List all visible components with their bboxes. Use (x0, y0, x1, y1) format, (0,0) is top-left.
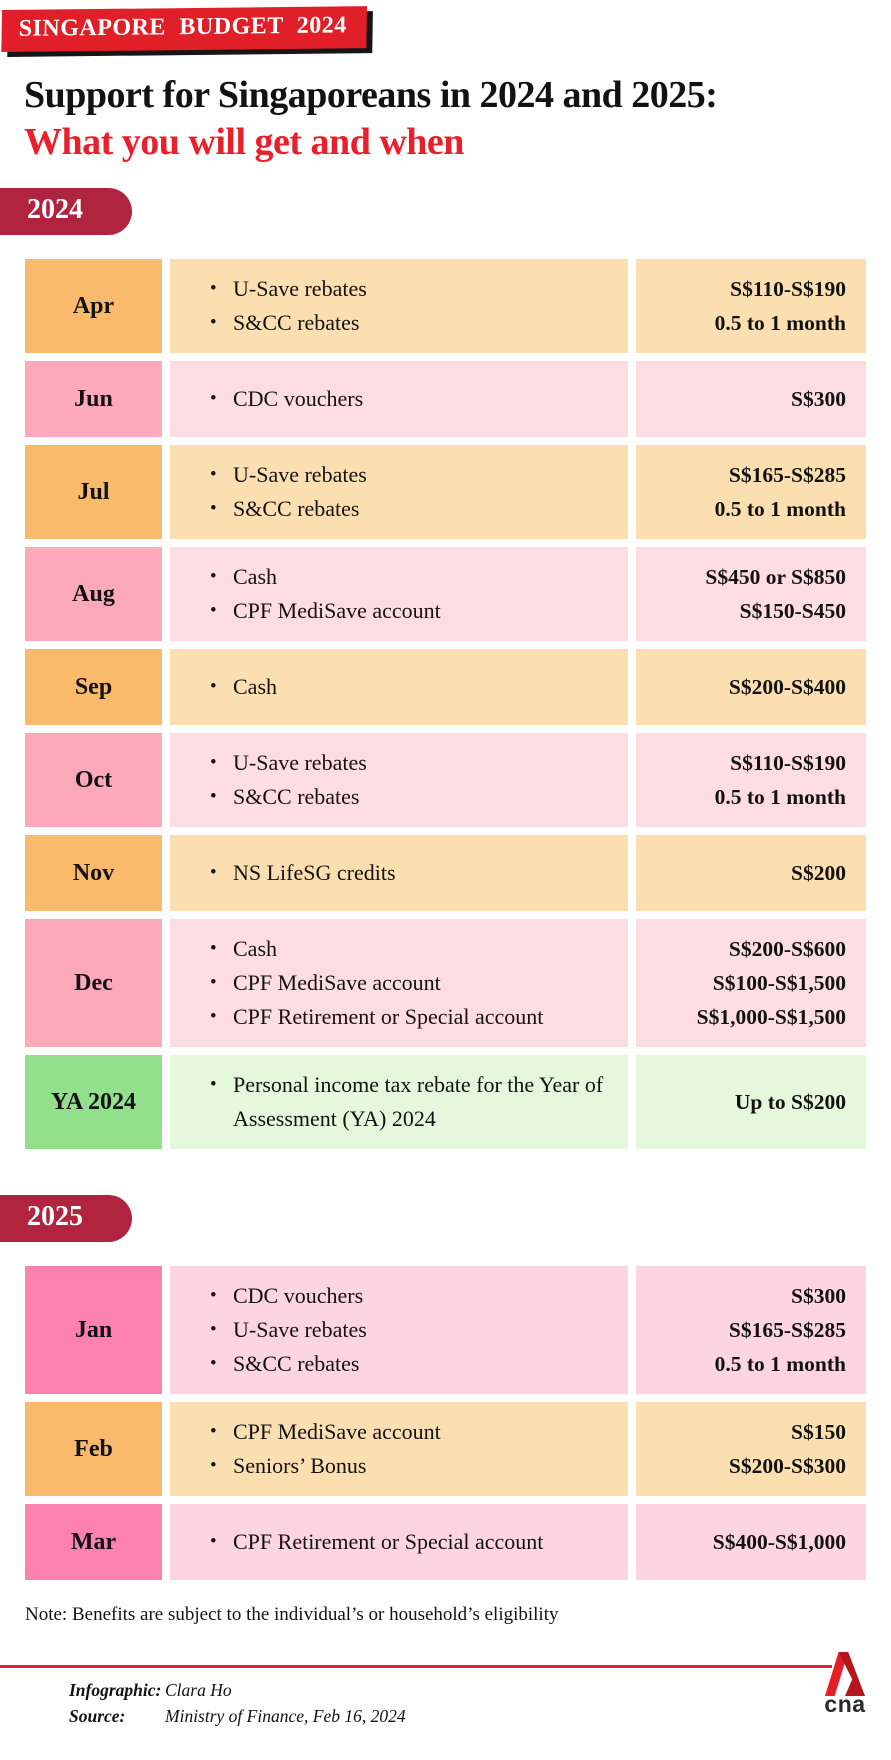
benefit-list (170, 259, 628, 353)
year-badge-2024: 2024 (0, 188, 132, 235)
month-cell: Dec (25, 919, 162, 1047)
benefit-item (210, 560, 620, 594)
schedule-row (25, 1266, 866, 1394)
schedule-row (25, 1402, 866, 1496)
benefit-label: CPF MediSave account (233, 1419, 441, 1445)
benefit-item (210, 458, 620, 492)
amount-cell (636, 445, 866, 539)
amount-value: S$110-S$190 (730, 277, 846, 302)
bullet-icon: • (210, 862, 217, 884)
benefit-list (170, 1266, 628, 1394)
bullet-icon: • (210, 566, 217, 588)
benefit-label: S&CC rebates (233, 310, 360, 336)
month-cell: Jun (25, 361, 162, 437)
amount-cell (636, 1504, 866, 1580)
schedule-sections (0, 188, 891, 1580)
schedule-row (25, 361, 866, 437)
amount-value: S$150-S450 (739, 599, 846, 624)
benefit-item (210, 746, 620, 780)
benefit-list (170, 445, 628, 539)
month-cell: Aug (25, 547, 162, 641)
amount-cell (636, 259, 866, 353)
amount-value: S$200 (791, 861, 846, 886)
benefit-label: U-Save rebates (233, 276, 367, 302)
infographic-label: Infographic: (69, 1680, 162, 1701)
benefit-list (170, 733, 628, 827)
page-title (24, 72, 867, 166)
credits (69, 1677, 406, 1730)
amount-value: S$200-S$600 (728, 937, 846, 962)
amount-cell (636, 361, 866, 437)
banner-label: SINGAPORE BUDGET 2024 (18, 12, 347, 42)
benefit-item (210, 1000, 620, 1034)
bullet-icon: • (210, 600, 217, 622)
benefit-label: Personal income tax rebate for the Year of Assessment (YA) 2024 (233, 1072, 604, 1132)
benefit-list (170, 1055, 628, 1149)
benefit-list (170, 649, 628, 725)
amount-value: S$300 (791, 1284, 846, 1309)
bullet-icon: • (210, 1531, 217, 1553)
cna-logo-text: cna (824, 1691, 866, 1718)
year-badge-2025: 2025 (0, 1195, 132, 1242)
bullet-icon: • (210, 938, 217, 960)
amount-value: 0.5 to 1 month (714, 311, 846, 336)
top-banner (1, 6, 367, 52)
amount-value: S$1,000-S$1,500 (696, 1005, 846, 1030)
month-cell: Oct (25, 733, 162, 827)
benefit-item (210, 780, 620, 814)
benefit-label: Seniors’ Bonus (233, 1453, 367, 1479)
source-label: Source: (69, 1706, 126, 1727)
schedule-row (25, 547, 866, 641)
benefit-list (170, 361, 628, 437)
month-cell: YA 2024 (25, 1055, 162, 1149)
bullet-icon: • (210, 1421, 217, 1443)
month-cell: Apr (25, 259, 162, 353)
schedule-table-2025 (25, 1266, 866, 1580)
bullet-icon: • (210, 1074, 217, 1096)
benefit-list (170, 1402, 628, 1496)
benefit-label: Cash (233, 936, 277, 962)
amount-value: S$400-S$1,000 (712, 1530, 846, 1555)
schedule-row (25, 1504, 866, 1580)
bullet-icon: • (210, 786, 217, 808)
amount-value: S$165-S$285 (728, 1318, 846, 1343)
benefit-item (210, 966, 620, 1000)
amount-value: 0.5 to 1 month (714, 497, 846, 522)
benefit-list (170, 547, 628, 641)
title-line-1: Support for Singaporeans in 2024 and 2025: (24, 74, 718, 116)
month-cell: Jul (25, 445, 162, 539)
benefit-item (210, 1415, 620, 1449)
amount-value: S$200-S$400 (728, 675, 846, 700)
benefit-label: Cash (233, 564, 277, 590)
schedule-row (25, 445, 866, 539)
benefit-list (170, 835, 628, 911)
credit-row-source (69, 1703, 406, 1729)
amount-cell (636, 1055, 866, 1149)
amount-value: S$100-S$1,500 (712, 971, 846, 996)
benefit-label: CPF Retirement or Special account (233, 1004, 544, 1030)
amount-cell (636, 835, 866, 911)
amount-cell (636, 1402, 866, 1496)
schedule-row (25, 733, 866, 827)
benefit-item (210, 1525, 620, 1559)
bullet-icon: • (210, 1319, 217, 1341)
benefit-list (170, 1504, 628, 1580)
bullet-icon: • (210, 1455, 217, 1477)
month-cell: Mar (25, 1504, 162, 1580)
benefit-item (210, 272, 620, 306)
amount-value: S$165-S$285 (728, 463, 846, 488)
bullet-icon: • (210, 1006, 217, 1028)
benefit-label: CPF MediSave account (233, 970, 441, 996)
schedule-row (25, 649, 866, 725)
benefit-item (210, 1068, 620, 1136)
footer (0, 1650, 891, 1760)
infographic-value: Clara Ho (165, 1680, 232, 1701)
amount-cell (636, 733, 866, 827)
benefit-item (210, 932, 620, 966)
benefit-label: S&CC rebates (233, 1351, 360, 1377)
month-cell: Nov (25, 835, 162, 911)
amount-cell (636, 547, 866, 641)
bullet-icon: • (210, 312, 217, 334)
amount-cell (636, 1266, 866, 1394)
benefit-item (210, 1279, 620, 1313)
benefit-item (210, 594, 620, 628)
month-cell: Feb (25, 1402, 162, 1496)
schedule-row (25, 259, 866, 353)
schedule-row (25, 835, 866, 911)
cna-logo (822, 1652, 868, 1716)
month-cell: Sep (25, 649, 162, 725)
month-cell: Jan (25, 1266, 162, 1394)
bullet-icon: • (210, 1285, 217, 1307)
amount-value: S$300 (791, 387, 846, 412)
amount-value: 0.5 to 1 month (714, 785, 846, 810)
schedule-row (25, 1055, 866, 1149)
bullet-icon: • (210, 388, 217, 410)
amount-cell (636, 649, 866, 725)
benefit-item (210, 1313, 620, 1347)
benefit-label: S&CC rebates (233, 496, 360, 522)
benefit-label: U-Save rebates (233, 462, 367, 488)
bullet-icon: • (210, 498, 217, 520)
amount-value: S$200-S$300 (728, 1454, 846, 1479)
footer-divider (0, 1665, 832, 1668)
benefit-item (210, 1449, 620, 1483)
bullet-icon: • (210, 464, 217, 486)
source-value: Ministry of Finance, Feb 16, 2024 (165, 1706, 406, 1727)
credit-row-infographic (69, 1677, 406, 1703)
benefit-label: CPF Retirement or Special account (233, 1529, 544, 1555)
benefit-label: NS LifeSG credits (233, 860, 396, 886)
amount-value: Up to S$200 (734, 1090, 846, 1115)
bullet-icon: • (210, 278, 217, 300)
benefit-item (210, 382, 620, 416)
cna-logo-mark-icon (825, 1652, 865, 1696)
benefit-item (210, 306, 620, 340)
benefit-label: CPF MediSave account (233, 598, 441, 624)
benefit-label: CDC vouchers (233, 1283, 364, 1309)
amount-value: S$150 (791, 1420, 846, 1445)
schedule-row (25, 919, 866, 1047)
benefit-label: U-Save rebates (233, 1317, 367, 1343)
benefit-item (210, 856, 620, 890)
bullet-icon: • (210, 676, 217, 698)
bullet-icon: • (210, 752, 217, 774)
bullet-icon: • (210, 1353, 217, 1375)
bullet-icon: • (210, 972, 217, 994)
benefit-item (210, 492, 620, 526)
benefit-label: CDC vouchers (233, 386, 364, 412)
title-line-2: What you will get and when (24, 121, 464, 164)
schedule-table-2024 (25, 259, 866, 1149)
benefit-label: S&CC rebates (233, 784, 360, 810)
benefit-label: U-Save rebates (233, 750, 367, 776)
amount-value: S$110-S$190 (730, 751, 846, 776)
amount-value: 0.5 to 1 month (714, 1352, 846, 1377)
benefit-item (210, 670, 620, 704)
benefit-list (170, 919, 628, 1047)
amount-value: S$450 or S$850 (705, 565, 846, 590)
benefit-label: Cash (233, 674, 277, 700)
benefit-item (210, 1347, 620, 1381)
eligibility-note: Note: Benefits are subject to the individual’s or household’s eligibility (25, 1604, 559, 1626)
amount-cell (636, 919, 866, 1047)
